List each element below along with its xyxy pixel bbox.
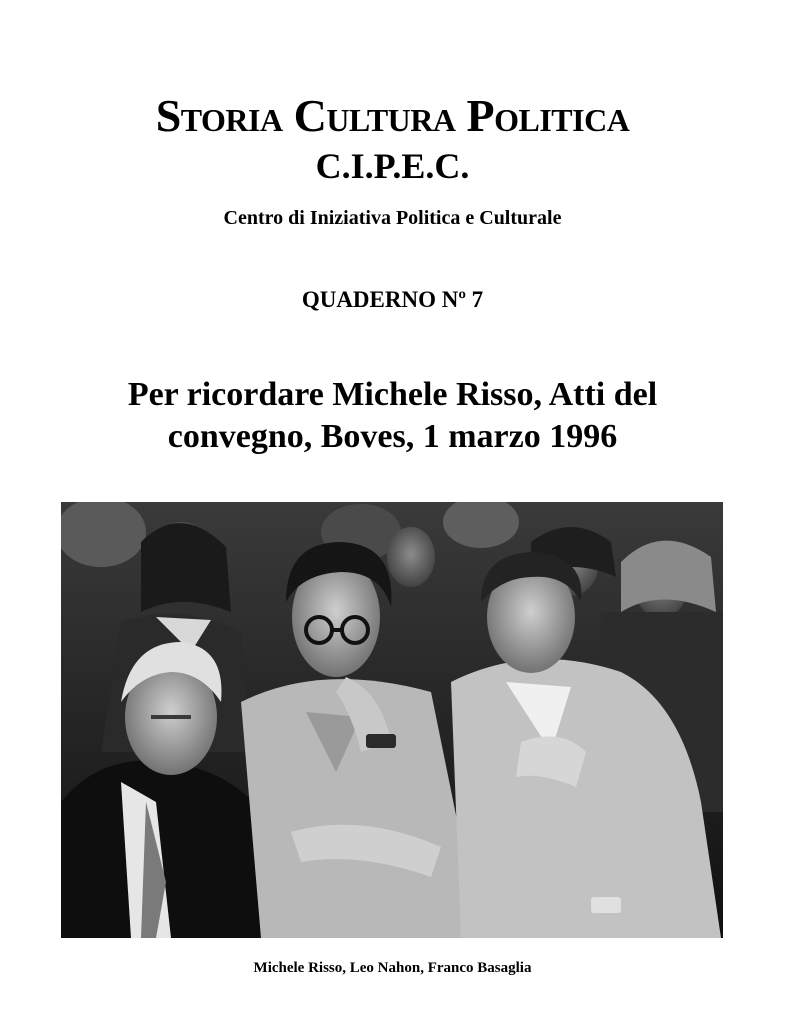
organization-acronym: C.I.P.E.C. (315, 146, 470, 186)
photo-caption: Michele Risso, Leo Nahon, Franco Basaglia (253, 960, 532, 976)
series-title: Storia Cultura Politica (155, 90, 630, 141)
issue-number: QUADERNO Nº 7 (301, 287, 484, 312)
cover-headline: Per ricordare Michele Risso, Atti del convegno, Boves, 1 marzo 1996 (127, 376, 658, 455)
organization-name: Centro di Iniziativa Politica e Culturale (223, 207, 562, 229)
cover-photo (61, 502, 723, 938)
